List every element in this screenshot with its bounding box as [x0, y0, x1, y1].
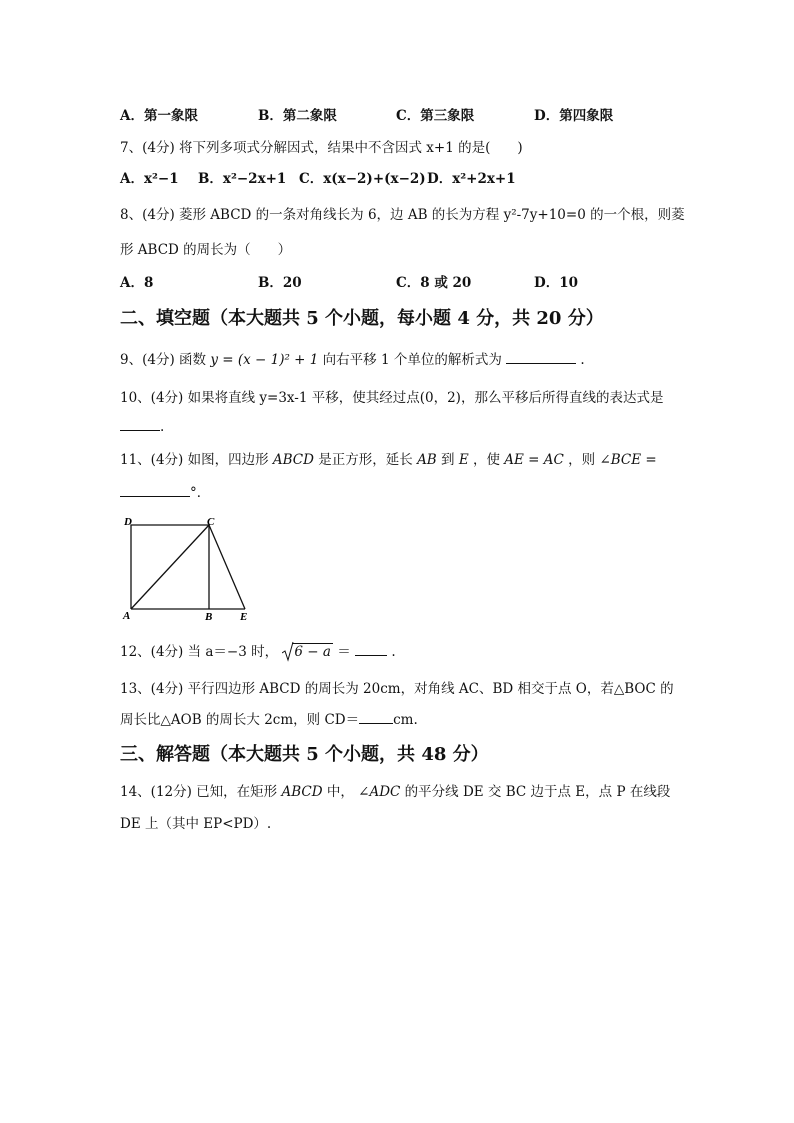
q10-end: . — [160, 419, 165, 435]
q7-option-d[interactable]: D．x²+2x+1 — [427, 171, 516, 187]
q12-eq: ＝ — [337, 644, 351, 660]
q8-stem-line2: 形 ABCD 的周长为（ ） — [120, 242, 292, 258]
q10-answer-blank[interactable] — [120, 418, 160, 431]
label-e: E — [240, 611, 248, 623]
q7-stem: 7、(4分) 将下列多项式分解因式，结果中不含因式 x+1 的是( ) — [120, 140, 523, 156]
q11-mid4: ，则 — [568, 452, 596, 468]
q8-option-d[interactable]: D．10 — [534, 275, 578, 291]
q12-prefix: 12、(4分) 当 a＝−3 时， — [120, 644, 279, 660]
q11-angle: ∠BCE = — [599, 452, 657, 468]
q11-answer-blank[interactable] — [120, 484, 190, 497]
q6-option-d[interactable]: D．第四象限 — [534, 108, 614, 124]
label-a: A — [123, 610, 131, 622]
q14-stem-line2: DE 上（其中 EP<PD）. — [120, 816, 272, 832]
segment-ce — [209, 525, 245, 609]
q11-line2 — [120, 481, 210, 501]
q11-mid2: 到 — [441, 452, 455, 468]
q11-figure — [118, 513, 258, 625]
sqrt-symbol — [282, 641, 294, 663]
q9-formula: y = (x − 1)² + 1 — [210, 352, 319, 368]
diagonal-ac — [131, 525, 209, 609]
q6-option-b[interactable]: B．第二象限 — [258, 108, 337, 124]
q10-line2 — [120, 418, 164, 435]
q12-sqrt — [282, 644, 333, 660]
q8-option-a[interactable]: A．8 — [120, 275, 154, 291]
q7-option-a[interactable]: A．x²−1 — [120, 171, 179, 187]
q11-mid1: 是正方形，延长 — [318, 452, 413, 468]
q6-option-a[interactable]: A．第一象限 — [120, 108, 198, 124]
q11-prefix: 11、(4分) 如图，四边形 — [120, 452, 269, 468]
q11-e: E — [458, 452, 469, 468]
q11-eq: AE = AC — [504, 452, 564, 468]
q13-stem-line2 — [120, 708, 418, 728]
q9-stem — [120, 348, 585, 368]
q12-radicand: 6 − a — [294, 644, 331, 660]
q11-end: °． — [190, 485, 211, 501]
section2-heading: 二、填空题（本大题共 5 个小题，每小题 4 分，共 20 分） — [120, 308, 604, 329]
q14-stem-line1 — [120, 780, 670, 800]
q14-suffix: 的平分线 DE 交 BC 边于点 E，点 P 在线段 — [404, 784, 671, 800]
q9-answer-blank[interactable] — [506, 351, 576, 364]
q11-abcd: ABCD — [272, 452, 314, 468]
q6-option-c[interactable]: C．第三象限 — [396, 108, 475, 124]
q14-angle: ∠ADC — [358, 784, 401, 800]
q9-prefix: 9、(4分) 函数 — [120, 352, 207, 368]
q11-stem — [120, 448, 657, 468]
q12-answer-blank[interactable] — [355, 643, 387, 656]
q14-abcd: ABCD — [281, 784, 323, 800]
q11-mid3: ，使 — [472, 452, 500, 468]
q9-end: . — [580, 352, 585, 368]
q13-line2-prefix: 周长比△AOB 的周长大 2cm，则 CD＝ — [120, 712, 360, 728]
q8-option-c[interactable]: C．8 或 20 — [396, 275, 472, 291]
section3-heading: 三、解答题（本大题共 5 个小题，共 48 分） — [120, 744, 489, 765]
q13-line2-suffix: cm. — [393, 712, 418, 728]
q14-mid1: 中， — [326, 784, 354, 800]
q13-answer-blank[interactable] — [359, 711, 393, 724]
q14-prefix: 14、(12分) 已知，在矩形 — [120, 784, 278, 800]
q7-option-b[interactable]: B．x²−2x+1 — [198, 171, 287, 187]
q7-option-c[interactable]: C．x(x−2)+(x−2) — [299, 171, 426, 187]
q8-option-b[interactable]: B．20 — [258, 275, 302, 291]
q11-ab: AB — [417, 452, 437, 468]
q13-stem-line1: 13、(4分) 平行四边形 ABCD 的周长为 20cm，对角线 AC、BD 相交于点 O，若△BOC 的 — [120, 681, 674, 697]
label-d: D — [124, 516, 132, 528]
q12-stem — [120, 640, 396, 660]
q8-stem-line1: 8、(4分) 菱形 ABCD 的一条对角线长为 6，边 AB 的长为方程 y²-7y+10=0 的一个根，则菱 — [120, 207, 685, 223]
label-b: B — [205, 611, 213, 623]
q9-suffix: 向右平移 1 个单位的解析式为 — [322, 352, 502, 368]
q12-end: . — [391, 644, 396, 660]
label-c: C — [207, 516, 215, 528]
q10-stem: 10、(4分) 如果将直线 y=3x-1 平移，使其经过点(0，2)，那么平移后所得直线的表达式是 — [120, 390, 664, 406]
